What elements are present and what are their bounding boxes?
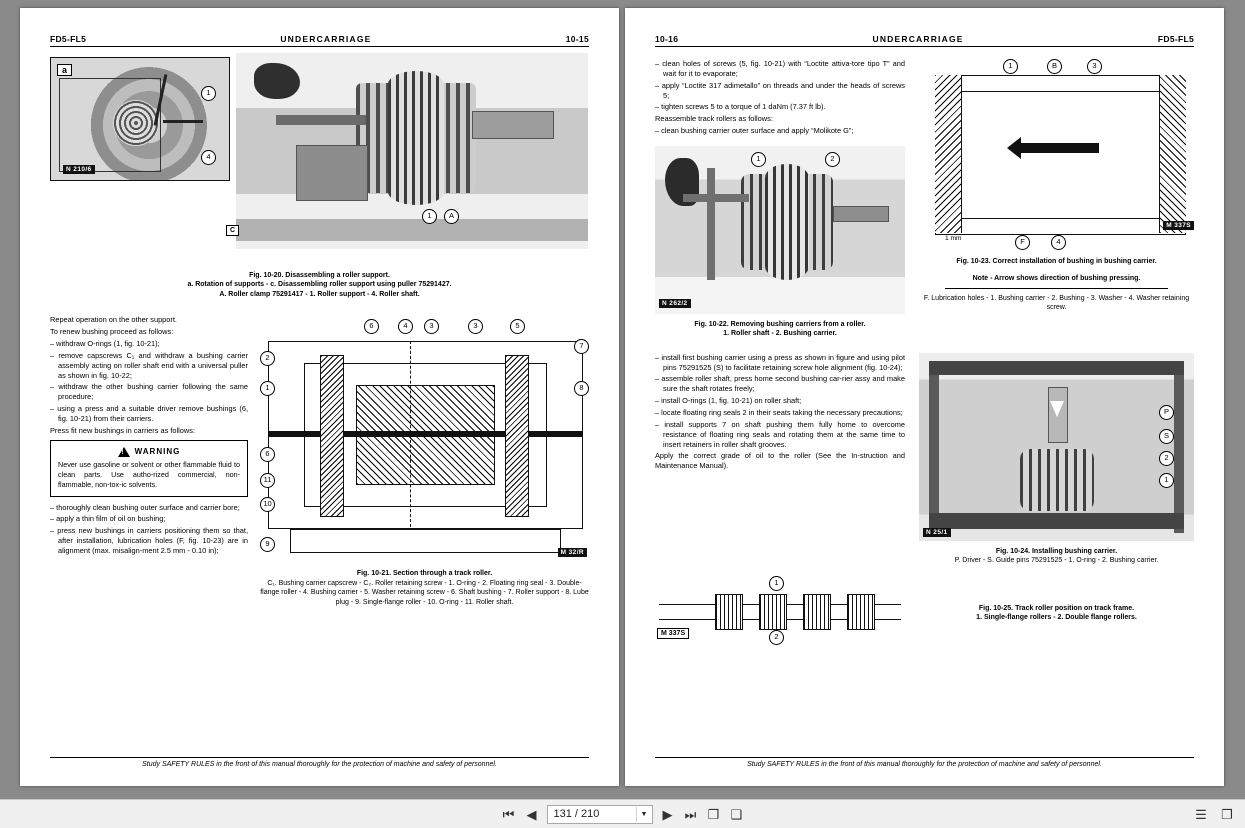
figure-10-22-caption <box>655 320 905 339</box>
first-page-icon[interactable]: ⏮ <box>502 806 515 822</box>
fig23-tag: M 337S <box>1163 221 1194 230</box>
header-model: FD5-FL5 <box>50 34 87 44</box>
fig21-callout-11: 11 <box>260 473 275 488</box>
fig22-tag: N 262/2 <box>659 299 691 308</box>
header-rule-right <box>655 46 1194 47</box>
figure-10-25 <box>655 576 1194 646</box>
fig23-callout-3: 3 <box>1087 59 1102 74</box>
text-mid-block <box>655 353 905 566</box>
header-rule <box>50 46 589 47</box>
fig23-caption-l1: F. Lubrication holes - 1. Bushing carrier - 2. Bushing - 3. Washer - 4. Washer retaining screw. <box>923 294 1190 312</box>
upper-section-right <box>655 59 1194 339</box>
fig24-tag: N 25/1 <box>923 528 951 537</box>
text-top-block <box>655 59 905 136</box>
fig21-callout-6: 6 <box>364 319 379 334</box>
figure-10-20-caption <box>50 271 589 299</box>
figure-10-21 <box>260 315 589 607</box>
facing-page-view-icon[interactable]: ❐ <box>1221 806 1233 822</box>
callout-1: 1 <box>201 86 216 101</box>
figure-10-23-caption <box>919 257 1194 313</box>
fig22-caption-title: Fig. 10-22. Removing bushing carriers from a roller. <box>694 320 866 328</box>
figure-10-24 <box>919 353 1194 566</box>
page-footer-right <box>655 757 1194 768</box>
callout-4: 4 <box>201 150 216 165</box>
label-a: a <box>57 64 72 76</box>
viewer-toolbar[interactable] <box>0 799 1245 828</box>
mtext-b5: – install supports 7 on shaft pushing them fully home to overcome resistance of floating ring seals and rotating them at the same time to insert retainers in roller shaft grooves. <box>655 419 905 449</box>
fig21-callout-4: 4 <box>398 319 413 334</box>
fig21-callout-8: 8 <box>574 381 589 396</box>
figure-10-24-caption <box>919 547 1194 566</box>
fig25-caption-l1: 1. Single-flange rollers - 2. Double flange rollers. <box>976 614 1137 622</box>
fig20-caption-title: Fig. 10-20. Disassembling a roller support. <box>249 272 390 279</box>
text-p3: Press fit new bushings in carriers as follows: <box>50 425 195 435</box>
callout-1b: 1 <box>422 209 437 224</box>
footer-rule <box>50 757 589 758</box>
fig21-callout-7: 7 <box>574 339 589 354</box>
fig25-callout-2: 2 <box>769 630 784 645</box>
fig21-tag: M 32/R <box>558 548 587 557</box>
page-right <box>625 8 1224 786</box>
warning-title: WARNING <box>134 446 181 456</box>
fig23-note: Note - Arrow shows direction of bushing pressing. <box>972 275 1141 283</box>
fit-page-icon[interactable]: ❐ <box>707 806 720 822</box>
fig23-callout-1: 1 <box>1003 59 1018 74</box>
fig21-callout-3a: 3 <box>424 319 439 334</box>
page-header-right <box>655 34 1194 44</box>
callout-A: A <box>444 209 459 224</box>
fig21-callout-3b: 3 <box>468 319 483 334</box>
warning-text: Never use gasoline or solvent or other flammable fluid to clean parts. Use autho-rized commercial, non-flammable, non-tox-ic solvents. <box>58 460 240 489</box>
label-c: C <box>226 225 239 236</box>
fig21-callout-6b: 6 <box>260 447 275 462</box>
note-rule <box>945 288 1168 289</box>
mtext-b4: – locate floating ring seals 2 in their seats taking the necessary precautions; <box>655 408 903 417</box>
fig21-callout-9: 9 <box>260 537 275 552</box>
header-page-number: 10-15 <box>565 34 589 44</box>
fig23-dimension: 1 mm <box>945 235 962 242</box>
text-b1: – withdraw O-rings (1, fig. 10-21); <box>50 339 160 348</box>
mtext-b3: – install O-rings (1, fig. 10-21) on roller shaft; <box>655 396 802 406</box>
page-left <box>20 8 619 786</box>
right-col-left <box>655 59 905 339</box>
rtext-b2: – apply “Loctite 317 adimetallo” on threads and under the heads of screws 5; <box>655 80 905 100</box>
page-spread <box>20 8 1225 786</box>
text-b2: – remove capscrews C₁ and withdraw a bushing carrier assembly acting on roller shaft end with a universal puller as shown in fig. 10-22; <box>50 350 248 380</box>
fig25-caption-title: Fig. 10-25. Track roller position on track frame. <box>978 604 1135 612</box>
fig22-callout-1: 1 <box>751 152 766 167</box>
figure-10-23-drawing <box>919 59 1194 251</box>
figure-10-22-photo <box>655 146 905 314</box>
fig24-caption-title: Fig. 10-24. Installing bushing carrier. <box>995 547 1118 555</box>
figure-10-20 <box>50 57 589 257</box>
header-section-right: UNDERCARRIAGE <box>872 34 964 44</box>
header-model-right: FD5-FL5 <box>1157 34 1194 44</box>
text-p2: To renew bushing proceed as follows: <box>50 327 174 337</box>
rtext-b3: – tighten screws 5 to a torque of 1 daNm (7.37 ft lb). <box>655 102 826 112</box>
text-b3: – withdraw the other bushing carrier following the same procedure; <box>50 382 248 402</box>
footer-text-right: Study SAFETY RULES in the front of this manual thoroughly for the protection of machine and safety of personnel. <box>747 761 1102 768</box>
warning-triangle-icon <box>118 447 130 457</box>
footer-rule-right <box>655 757 1194 758</box>
fig25-callout-1: 1 <box>769 576 784 591</box>
page-footer-left <box>50 757 589 768</box>
chevron-down-icon[interactable]: ▼ <box>636 807 652 822</box>
fig21-callout-1: 1 <box>260 381 275 396</box>
right-col-right <box>919 59 1194 339</box>
text-b7: – press new bushings in carriers positioning them so that, after installation, lubrication holes (F, fig. 10-23) are in alignment (max. misalign-ment 2.5 mm - 0.10 in); <box>50 526 248 555</box>
toolbar-right-group[interactable] <box>1193 806 1235 822</box>
figure-10-24-photo <box>919 353 1194 541</box>
fig20-caption-l2: A. Roller clamp 75291417 - 1. Roller support - 4. Roller shaft. <box>219 290 420 298</box>
figure-10-20-photo-c <box>236 53 588 249</box>
header-page-number-right: 10-16 <box>655 34 679 44</box>
figure-10-25-drawing <box>655 576 905 646</box>
rtext-b1: – clean holes of screws (5, fig. 10-21) with “Loctite attiva-tore tipo T” and wait for it to evaporate; <box>655 59 905 78</box>
two-page-view-icon[interactable]: ❑ <box>730 806 743 822</box>
header-section: UNDERCARRIAGE <box>280 34 372 44</box>
fig22-caption-l1: 1. Roller shaft - 2. Bushing carrier. <box>723 330 837 338</box>
mtext-b2: – assemble roller shaft, press home second bushing car-rier assy and make sure the shaft rotates freely; <box>655 374 905 394</box>
lower-section-left <box>50 315 589 607</box>
rtext-b4: – clean bushing carrier outer surface and apply “Molikote G”; <box>655 126 854 136</box>
fig21-callout-2: 2 <box>260 351 275 366</box>
lower-section-right <box>655 353 1194 566</box>
fig22-callout-2: 2 <box>825 152 840 167</box>
text-b4: – using a press and a suitable driver remove bushings (6, fig. 10-21) from their carriers. <box>50 404 248 423</box>
text-b6: – apply a thin film of oil on bushing; <box>50 514 166 524</box>
fig24-callout-1: 1 <box>1159 473 1174 488</box>
fig24-caption-l1: P. Driver - S. Guide pins 75291525 - 1. O-ring - 2. Bushing carrier. <box>954 557 1159 565</box>
figure-10-25-caption <box>919 576 1194 646</box>
warning-box <box>50 440 248 497</box>
text-p1: Repeat operation on the other support. <box>50 315 177 325</box>
fig24-callout-S: S <box>1159 429 1174 444</box>
mtext-b1: – install first bushing carrier using a press as shown in figure and using pilot pins 75291525 (S) to facilitate retaining screw hole alignment (fig. 10-24); <box>655 352 905 372</box>
fig23-caption-title: Fig. 10-23. Correct installation of bushing in bushing carrier. <box>956 258 1157 265</box>
page-number-input[interactable] <box>547 805 653 824</box>
photo-tag: N 210/6 <box>63 165 95 174</box>
figure-10-21-drawing <box>260 315 589 563</box>
warning-title-row <box>58 447 240 458</box>
fig25-tag: M 337S <box>657 628 689 639</box>
fig23-callout-4: 4 <box>1051 235 1066 250</box>
page-header-left <box>50 34 589 44</box>
previous-page-icon[interactable]: ◀ <box>526 806 537 822</box>
instruction-text-block <box>50 315 248 607</box>
text-b5: – thoroughly clean bushing outer surface and carrier bore; <box>50 502 240 512</box>
next-page-icon[interactable]: ▶ <box>662 806 673 822</box>
fig21-callout-5: 5 <box>510 319 525 334</box>
fig23-callout-F: F <box>1015 235 1030 250</box>
fig21-callout-10: 10 <box>260 497 275 512</box>
single-page-view-icon[interactable]: ☰ <box>1195 806 1207 822</box>
last-page-icon[interactable]: ⏭ <box>684 806 697 822</box>
fig21-caption-l1: C₁. Bushing carrier capscrew - C₂. Roller retaining screw - 1. O-ring - 2. Floating ring seal - 3. Double-flange roller - 4. Bushing carrier - 5. Washer retaining screw - 6. Shaft bushing - 7. Roller support - 8. Lube plug - 9. Single-flange roller - 10. O-ring - 11. Roller shaft. <box>260 579 589 606</box>
mtext-p1: Apply the correct grade of oil to the roller (See the In-struction and Maintenance Manual). <box>655 451 905 471</box>
page-number-value: 131 / 210 <box>553 808 600 820</box>
fig23-callout-B: B <box>1047 59 1062 74</box>
fig20-caption-l1: a. Rotation of supports - c. Disassembling roller support using puller 75291427. <box>187 281 452 289</box>
footer-text: Study SAFETY RULES in the front of this manual thoroughly for the protection of machine and safety of personnel. <box>142 761 497 768</box>
rtext-p1: Reassemble track rollers as follows: <box>655 114 773 124</box>
fig21-caption-title: Fig. 10-21. Section through a track roller. <box>356 570 493 578</box>
fig24-callout-2: 2 <box>1159 451 1174 466</box>
figure-10-20-photo-a <box>50 57 230 181</box>
figure-10-21-caption <box>260 569 589 607</box>
fig24-callout-P: P <box>1159 405 1174 420</box>
